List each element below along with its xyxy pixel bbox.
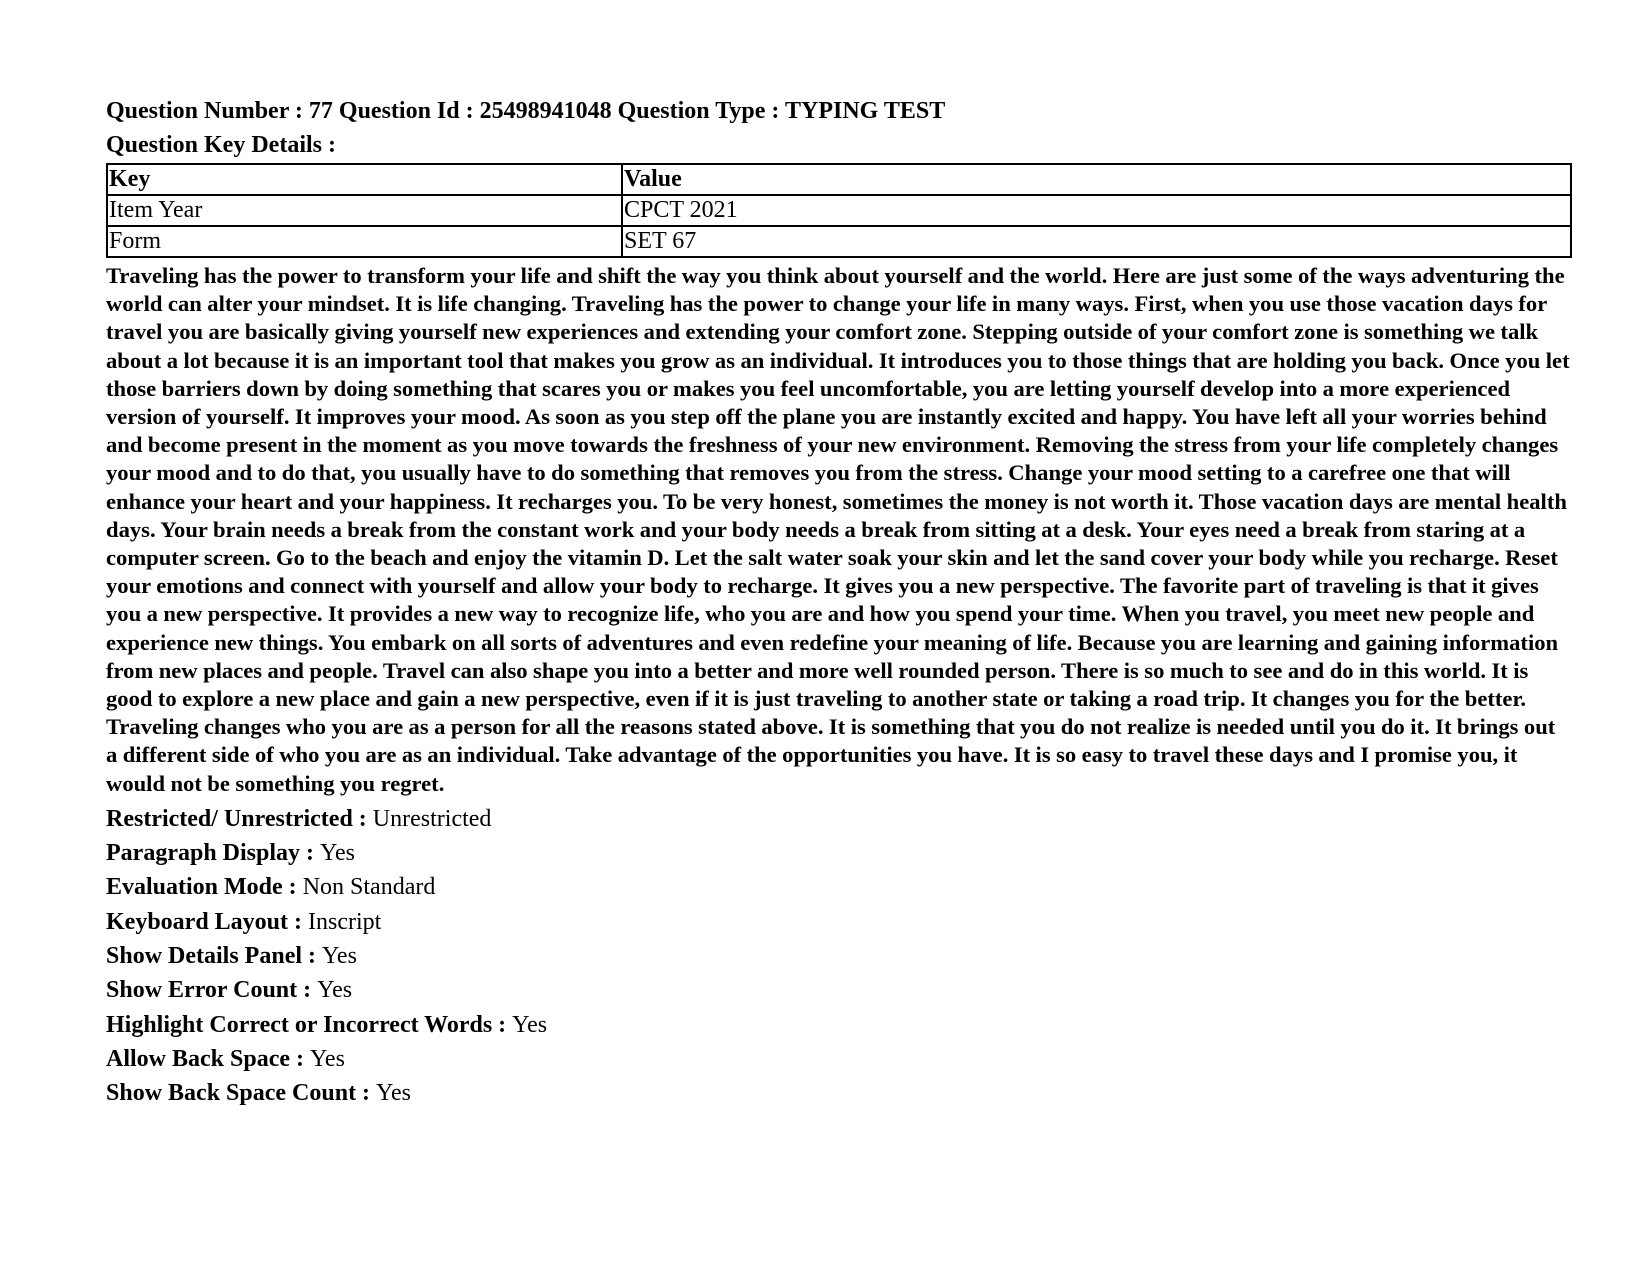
setting-value: Yes	[512, 1011, 548, 1038]
table-row	[107, 195, 1571, 226]
value-cell: SET 67	[622, 226, 1571, 257]
setting-value: Non Standard	[302, 874, 436, 901]
key-details-table	[106, 163, 1572, 258]
table-header-row	[107, 164, 1571, 195]
question-number: 77	[308, 98, 333, 124]
setting-label: Keyboard Layout :	[106, 908, 309, 935]
setting-paragraph-display	[106, 836, 1571, 870]
column-header-key: Key	[107, 164, 622, 195]
setting-show-error-count	[106, 973, 1571, 1007]
key-cell: Item Year	[107, 195, 622, 226]
setting-label: Show Error Count :	[106, 977, 318, 1004]
settings-list	[106, 802, 1571, 1111]
setting-allow-back-space	[106, 1042, 1571, 1076]
setting-label: Show Back Space Count :	[106, 1080, 377, 1107]
typing-passage: Traveling has the power to transform your life and shift the way you think about yourself and the world. Here are just some of the ways adventuring the world can alter your mindset. It is life changing. Traveling has the power to change your life in many ways. First, when you use those vacation days for travel you are basically giving yourself new experiences and extending your comfort zone. Stepping outside of your comfort zone is something we talk about a lot because it is an important tool that makes you grow as an individual. It introduces you to those things that are holding you back. Once you let those barriers down by doing something that scares you or makes you feel uncomfortable, you are letting yourself develop into a more experienced version of yourself. It improves your mood. As soon as you step off the plane you are instantly excited and happy. You have left all your worries behind and become present in the moment as you move towards the freshness of your new environment. Removing the stress from your life completely changes your mood and to do that, you usually have to do something that removes you from the stress. Change your mood setting to a carefree one that will enhance your heart and your happiness. It recharges you. To be very honest, sometimes the money is not worth it. Those vacation days are mental health days. Your brain needs a break from the constant work and your body needs a break from sitting at a desk. Your eyes need a break from staring at a computer screen. Go to the beach and enjoy the vitamin D. Let the salt water soak your skin and let the sand cover your body while you recharge. Reset your emotions and connect with yourself and allow your body to recharge. It gives you a new perspective. The favorite part of traveling is that it gives you a new perspective. It provides a new way to recognize life, who you are and how you spend your time. When you travel, you meet new people and experience new things. You embark on all sorts of adventures and even redefine your meaning of life. Because you are learning and gaining information from new places and people. Travel can also shape you into a better and more well rounded person. There is so much to see and do in this world. It is good to explore a new place and gain a new perspective, even if it is just traveling to another state or taking a road trip. It changes you for the better. Traveling changes who you are as a person for all the reasons stated above. It is something that you do not realize is needed until you do it. It brings out a different side of who you are as an individual. Take advantage of the opportunities you have. It is so easy to travel these days and I promise you, it would not be something you regret.	[106, 263, 1570, 796]
setting-value: Yes	[322, 943, 357, 970]
question-id-label: Question Id :	[332, 98, 480, 124]
question-type-label: Question Type :	[611, 98, 785, 124]
question-type: TYPING TEST	[784, 98, 946, 124]
setting-value: Yes	[310, 1045, 345, 1072]
column-header-value: Value	[622, 164, 1571, 195]
question-header	[106, 94, 1571, 128]
key-details-heading: Question Key Details :	[106, 132, 336, 158]
setting-restricted	[106, 802, 1571, 836]
setting-value: Yes	[317, 977, 353, 1004]
question-page	[106, 94, 1571, 1111]
setting-highlight-words	[106, 1008, 1571, 1042]
setting-label: Highlight Correct or Incorrect Words :	[106, 1011, 513, 1038]
setting-label: Allow Back Space :	[106, 1045, 310, 1072]
setting-keyboard-layout	[106, 905, 1571, 939]
question-id: 25498941048	[479, 98, 612, 124]
setting-show-details-panel	[106, 939, 1571, 973]
setting-label: Paragraph Display :	[106, 840, 321, 867]
setting-value: Yes	[320, 840, 355, 867]
setting-value: Unrestricted	[372, 805, 492, 832]
value-cell: CPCT 2021	[622, 195, 1571, 226]
table-row	[107, 226, 1571, 257]
setting-evaluation-mode	[106, 870, 1571, 904]
setting-label: Restricted/ Unrestricted :	[106, 805, 373, 832]
setting-value: Yes	[376, 1080, 411, 1107]
setting-label: Show Details Panel :	[106, 943, 322, 970]
setting-value: Inscript	[308, 908, 382, 935]
setting-label: Evaluation Mode :	[106, 874, 303, 901]
key-cell: Form	[107, 226, 622, 257]
question-number-label: Question Number :	[106, 98, 309, 124]
setting-show-back-space-count	[106, 1076, 1571, 1110]
